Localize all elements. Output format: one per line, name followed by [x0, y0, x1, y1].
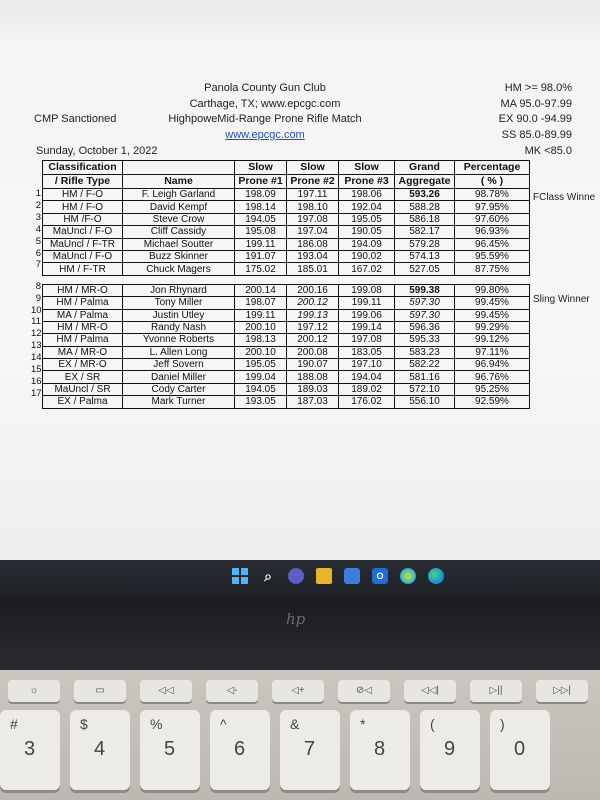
- table-row: [43, 396, 530, 408]
- cell-classification: MaUncl / SR: [43, 383, 123, 395]
- cell-prone2: 200.12: [287, 297, 339, 309]
- table-row: [43, 383, 530, 395]
- table-row: [43, 334, 530, 346]
- table-row: [43, 263, 530, 275]
- table-row: [43, 359, 530, 371]
- row-number: 3: [35, 211, 41, 223]
- function-key[interactable]: ◁◁: [140, 680, 192, 702]
- cell-aggregate: 595.33: [395, 334, 455, 346]
- table-row: [43, 189, 530, 201]
- windows-taskbar: [0, 560, 600, 596]
- row-number: 12: [31, 328, 42, 340]
- key-digit: 7: [304, 738, 316, 760]
- number-key-4[interactable]: [70, 710, 130, 790]
- key-symbol: $: [80, 716, 88, 732]
- cell-prone1: 198.09: [235, 189, 287, 201]
- function-key[interactable]: ⊘◁: [338, 680, 390, 702]
- col-prone1-header: Prone #1: [235, 175, 287, 189]
- cell-percentage: 97.95%: [455, 201, 530, 213]
- cell-aggregate: 599.38: [395, 284, 455, 296]
- cell-percentage: 98.78%: [455, 189, 530, 201]
- cell-prone3: 199.06: [339, 309, 395, 321]
- key-digit: 3: [24, 738, 36, 760]
- cell-prone3: 199.14: [339, 321, 395, 333]
- row-number: 11: [31, 316, 41, 328]
- table-row: [43, 371, 530, 383]
- cell-percentage: 99.12%: [455, 334, 530, 346]
- table-header-row-2: [43, 175, 530, 189]
- cell-prone1: 195.05: [235, 359, 287, 371]
- number-key-8[interactable]: [350, 710, 410, 790]
- cell-prone1: 175.02: [235, 263, 287, 275]
- cell-name: Yvonne Roberts: [123, 334, 235, 346]
- cell-prone3: 194.09: [339, 238, 395, 250]
- cell-percentage: 97.60%: [455, 213, 530, 225]
- row-number: 10: [31, 304, 42, 316]
- cell-name: L. Allen Long: [123, 346, 235, 358]
- cell-prone1: 194.05: [235, 383, 287, 395]
- number-key-5[interactable]: [140, 710, 200, 790]
- gap-cell: [287, 275, 339, 284]
- cell-name: Jon Rhynard: [123, 284, 235, 296]
- row-number: 2: [35, 199, 41, 211]
- number-key-9[interactable]: [420, 710, 480, 790]
- cell-name: Justin Utley: [123, 309, 235, 321]
- function-key-row: [0, 680, 600, 702]
- gap-cell: [339, 275, 395, 284]
- hp-logo: hp: [286, 610, 306, 628]
- cell-prone2: 197.11: [287, 189, 339, 201]
- key-symbol: (: [430, 716, 435, 732]
- col-grand-header: Grand: [395, 161, 455, 175]
- cell-classification: EX / SR: [43, 371, 123, 383]
- cell-classification: MaUncl / F-O: [43, 250, 123, 262]
- cell-prone3: 176.02: [339, 396, 395, 408]
- cell-prone3: 199.08: [339, 284, 395, 296]
- number-key-6[interactable]: [210, 710, 270, 790]
- table-row: [43, 297, 530, 309]
- gap-cell: [43, 275, 123, 284]
- cell-aggregate: 556.10: [395, 396, 455, 408]
- cell-name: Mark Turner: [123, 396, 235, 408]
- cell-prone3: 190.02: [339, 250, 395, 262]
- cell-prone2: 197.04: [287, 226, 339, 238]
- cell-name: Michael Soutter: [123, 238, 235, 250]
- cell-prone1: 199.11: [235, 238, 287, 250]
- cell-name: Randy Nash: [123, 321, 235, 333]
- key-symbol: %: [150, 716, 163, 732]
- row-number: 7: [35, 259, 41, 271]
- cell-classification: HM / F-TR: [43, 263, 123, 275]
- cell-prone1: 200.14: [235, 284, 287, 296]
- cell-prone1: 198.13: [235, 334, 287, 346]
- fclass-winner-note: FClass Winne: [533, 192, 596, 203]
- cell-aggregate: 597.30: [395, 309, 455, 321]
- cell-prone2: 200.12: [287, 334, 339, 346]
- windows-start-icon[interactable]: [232, 568, 248, 584]
- cell-classification: HM / MR-O: [43, 284, 123, 296]
- table-row: [43, 226, 530, 238]
- cell-name: David Kempf: [123, 201, 235, 213]
- cmp-sanctioned-label: CMP Sanctioned: [34, 113, 117, 125]
- table-row: [43, 238, 530, 250]
- cell-percentage: 95.59%: [455, 250, 530, 262]
- cell-prone2: 185.01: [287, 263, 339, 275]
- cell-name: F. Leigh Garland: [123, 189, 235, 201]
- cell-prone3: 198.06: [339, 189, 395, 201]
- cell-name: Buzz Skinner: [123, 250, 235, 262]
- key-digit: 4: [94, 738, 106, 760]
- col-slow2-header: Slow: [287, 161, 339, 175]
- table-row: [43, 201, 530, 213]
- cell-aggregate: 588.28: [395, 201, 455, 213]
- key-digit: 8: [374, 738, 386, 760]
- cell-percentage: 92.59%: [455, 396, 530, 408]
- cell-aggregate: 527.05: [395, 263, 455, 275]
- photos-icon[interactable]: [400, 568, 416, 584]
- cell-percentage: 99.29%: [455, 321, 530, 333]
- laptop-bezel: [0, 596, 600, 670]
- cell-name: Tony Miller: [123, 297, 235, 309]
- cell-aggregate: 583.23: [395, 346, 455, 358]
- row-number: 5: [35, 235, 41, 247]
- function-key[interactable]: ▭: [74, 680, 126, 702]
- table-row: [43, 213, 530, 225]
- gap-cell: [455, 275, 530, 284]
- cell-aggregate: 593.26: [395, 189, 455, 201]
- cell-percentage: 99.45%: [455, 309, 530, 321]
- cell-classification: MaUncl / F-O: [43, 226, 123, 238]
- key-symbol: ^: [220, 716, 227, 732]
- function-key[interactable]: ◁◁|: [404, 680, 456, 702]
- cell-prone1: 200.10: [235, 321, 287, 333]
- row-number: 15: [31, 364, 42, 375]
- search-icon[interactable]: ⌕: [264, 567, 272, 584]
- function-key[interactable]: ◁-: [206, 680, 258, 702]
- cell-prone1: 199.11: [235, 309, 287, 321]
- gap-cell: [123, 275, 235, 284]
- cell-classification: MA / MR-O: [43, 346, 123, 358]
- number-key-0[interactable]: [490, 710, 550, 790]
- cell-prone1: 198.14: [235, 201, 287, 213]
- function-key[interactable]: ▷||: [470, 680, 522, 702]
- cell-name: Chuck Magers: [123, 263, 235, 275]
- grade-ss: SS 85.0-89.99: [501, 129, 572, 141]
- chat-icon[interactable]: [288, 568, 304, 584]
- cell-prone3: 167.02: [339, 263, 395, 275]
- row-number: 14: [31, 352, 42, 364]
- col-aggregate-header: Aggregate: [395, 175, 455, 189]
- cell-prone1: 194.05: [235, 213, 287, 225]
- cell-prone3: 189.02: [339, 383, 395, 395]
- key-digit: 9: [444, 738, 456, 760]
- cell-aggregate: 579.28: [395, 238, 455, 250]
- cell-prone2: 189.03: [287, 383, 339, 395]
- cell-classification: EX / Palma: [43, 396, 123, 408]
- cell-prone1: 200.10: [235, 346, 287, 358]
- table-row: [43, 284, 530, 296]
- club-location: Carthage, TX; www.epcgc.com: [189, 98, 341, 110]
- col-slow3-header: Slow: [339, 161, 395, 175]
- cell-prone3: 197.08: [339, 334, 395, 346]
- cell-percentage: 96.76%: [455, 371, 530, 383]
- cell-aggregate: 572.10: [395, 383, 455, 395]
- cell-prone1: 193.05: [235, 396, 287, 408]
- cell-prone3: 194.04: [339, 371, 395, 383]
- cell-classification: EX / MR-O: [43, 359, 123, 371]
- cell-classification: HM / Palma: [43, 334, 123, 346]
- grade-ma: MA 95.0-97.99: [500, 98, 572, 110]
- col-prone2-header: Prone #2: [287, 175, 339, 189]
- cell-prone2: 197.08: [287, 213, 339, 225]
- number-key-7[interactable]: [280, 710, 340, 790]
- key-symbol: ): [500, 716, 505, 732]
- sling-winner-note: Sling Winner: [533, 294, 590, 305]
- cell-name: Cody Carter: [123, 383, 235, 395]
- key-symbol: #: [10, 716, 18, 732]
- cell-aggregate: 582.17: [395, 226, 455, 238]
- cell-classification: HM / F-O: [43, 201, 123, 213]
- cell-prone2: 190.07: [287, 359, 339, 371]
- cell-percentage: 87.75%: [455, 263, 530, 275]
- cell-name: Daniel Miller: [123, 371, 235, 383]
- key-symbol: *: [360, 716, 366, 732]
- row-number: 13: [31, 340, 42, 352]
- row-number: 8: [35, 280, 41, 292]
- col-pct-header: Percentage: [455, 161, 530, 175]
- cell-prone2: 199.13: [287, 309, 339, 321]
- match-title: HighpoweMid-Range Prone Rifle Match: [168, 113, 362, 125]
- club-name: Panola County Gun Club: [204, 82, 326, 94]
- col-prone3-header: Prone #3: [339, 175, 395, 189]
- number-key-3[interactable]: [0, 710, 60, 790]
- col-pct-unit-header: ( % ): [455, 175, 530, 189]
- cell-prone3: 199.11: [339, 297, 395, 309]
- cell-prone2: 193.04: [287, 250, 339, 262]
- col-name-header-top: [123, 161, 235, 175]
- row-number: 6: [35, 247, 41, 259]
- store-icon[interactable]: [344, 568, 360, 584]
- cell-aggregate: 596.36: [395, 321, 455, 333]
- table-row: [43, 250, 530, 262]
- cell-prone1: 191.07: [235, 250, 287, 262]
- col-rifle-type-header: / Rifle Type: [43, 175, 123, 189]
- cell-prone3: 195.05: [339, 213, 395, 225]
- cell-name: Cliff Cassidy: [123, 226, 235, 238]
- key-digit: 0: [514, 738, 526, 760]
- cell-classification: HM / Palma: [43, 297, 123, 309]
- cell-classification: MaUncl / F-TR: [43, 238, 123, 250]
- cell-prone2: 197.12: [287, 321, 339, 333]
- cell-classification: HM / MR-O: [43, 321, 123, 333]
- cell-prone2: 198.10: [287, 201, 339, 213]
- cell-aggregate: 581.16: [395, 371, 455, 383]
- cell-aggregate: 574.13: [395, 250, 455, 262]
- col-classification-header: Classification: [43, 161, 123, 175]
- outlook-icon[interactable]: O: [372, 568, 388, 584]
- cell-classification: MA / Palma: [43, 309, 123, 321]
- cell-prone2: 200.16: [287, 284, 339, 296]
- table-gap-row: [43, 275, 530, 284]
- cell-aggregate: 582.22: [395, 359, 455, 371]
- key-digit: 5: [164, 738, 176, 760]
- edge-icon[interactable]: [428, 568, 444, 584]
- number-key-row: [0, 710, 600, 800]
- col-slow1-header: Slow: [235, 161, 287, 175]
- table-row: [43, 346, 530, 358]
- table-header-row-1: [43, 161, 530, 175]
- club-website-link[interactable]: www.epcgc.com: [225, 129, 305, 141]
- cell-percentage: 96.93%: [455, 226, 530, 238]
- cell-prone3: 183.05: [339, 346, 395, 358]
- grade-ex: EX 90.0 -94.99: [498, 113, 572, 125]
- table-row: [43, 309, 530, 321]
- cell-prone2: 186.08: [287, 238, 339, 250]
- keyboard-deck: [0, 670, 600, 800]
- cell-percentage: 99.80%: [455, 284, 530, 296]
- function-key[interactable]: ◁+: [272, 680, 324, 702]
- grade-hm: HM >= 98.0%: [504, 82, 572, 94]
- cell-percentage: 95.25%: [455, 383, 530, 395]
- cell-prone3: 190.05: [339, 226, 395, 238]
- cell-percentage: 96.94%: [455, 359, 530, 371]
- row-number: 1: [35, 188, 41, 199]
- function-key[interactable]: ☼: [8, 680, 60, 702]
- row-number: 9: [35, 292, 41, 304]
- cell-percentage: 96.45%: [455, 238, 530, 250]
- results-table: [42, 160, 530, 409]
- row-number: 17: [31, 387, 42, 399]
- cell-aggregate: 586.18: [395, 213, 455, 225]
- cell-aggregate: 597.30: [395, 297, 455, 309]
- key-digit: 6: [234, 738, 246, 760]
- function-key[interactable]: ▷▷|: [536, 680, 588, 702]
- gap-cell: [235, 275, 287, 284]
- cell-percentage: 99.45%: [455, 297, 530, 309]
- table-row: [43, 321, 530, 333]
- gap-cell: [395, 275, 455, 284]
- cell-prone1: 195.08: [235, 226, 287, 238]
- cell-prone2: 188.08: [287, 371, 339, 383]
- cell-classification: HM / F-O: [43, 189, 123, 201]
- file-explorer-icon[interactable]: [316, 568, 332, 584]
- cell-percentage: 97.11%: [455, 346, 530, 358]
- cell-prone3: 197.10: [339, 359, 395, 371]
- cell-classification: HM /F-O: [43, 213, 123, 225]
- cell-prone3: 192.04: [339, 201, 395, 213]
- row-number: 16: [31, 375, 42, 387]
- cell-prone1: 198.07: [235, 297, 287, 309]
- grade-mk: MK <85.0: [524, 145, 572, 157]
- row-number: 4: [35, 223, 41, 235]
- cell-name: Jeff Sovern: [123, 359, 235, 371]
- cell-prone1: 199.04: [235, 371, 287, 383]
- cell-prone2: 187.03: [287, 396, 339, 408]
- col-name-header: Name: [123, 175, 235, 189]
- key-symbol: &: [290, 716, 300, 732]
- cell-name: Steve Crow: [123, 213, 235, 225]
- match-date: Sunday, October 1, 2022: [36, 145, 158, 157]
- taskbar-icons: [232, 568, 444, 588]
- cell-prone2: 200.08: [287, 346, 339, 358]
